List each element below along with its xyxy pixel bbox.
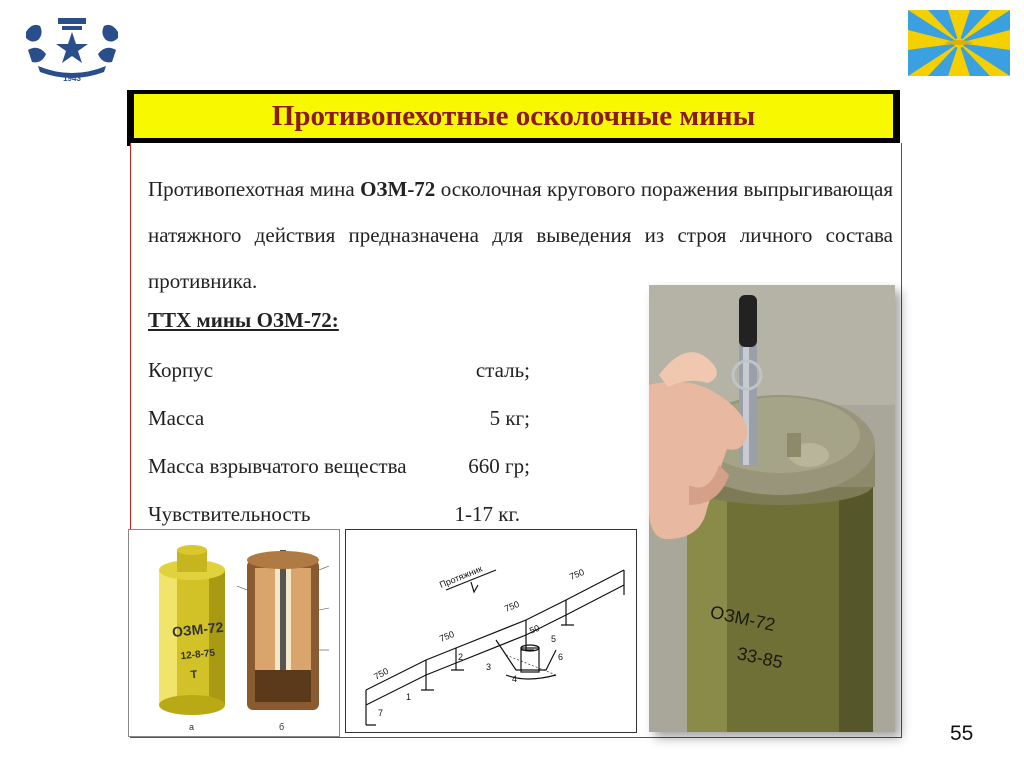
spec-label: Корпус (148, 358, 214, 382)
diagram-tripwire-label: Протяжник (438, 563, 484, 590)
intro-paragraph (148, 166, 893, 304)
spec-value: сталь; (475, 358, 530, 382)
intro-text-1: Противопехотная мина (148, 177, 361, 201)
emblem-year: 1943 (63, 74, 81, 83)
cutaway-marking: ОЗМ-72 (171, 618, 225, 640)
diagram-number: 4 (512, 674, 518, 684)
diagram-distance: 750 (568, 566, 586, 582)
diagram-number: 2 (458, 652, 464, 662)
mine-photo-serial: 33-85 (735, 643, 785, 673)
diagram-distance: 50 (528, 622, 542, 636)
diagram-distance: 750 (372, 665, 391, 682)
spec-value: 1-17 кг. (454, 502, 520, 526)
air-force-flag (908, 10, 1010, 76)
diagram-number: 1 (406, 692, 412, 702)
intro-text-2: осколочная кругового поражения выпрыгивающая натяжного действия предназначена для выведения из строя личного состава противника. (148, 177, 893, 293)
diagram-number: 6 (558, 652, 564, 662)
diagram-number: 7 (378, 708, 384, 718)
spec-label: Чувствительность (148, 502, 311, 526)
installation-diagram (345, 529, 637, 733)
diagram-distance: 750 (438, 628, 456, 644)
mine-photo-model: ОЗМ-72 (708, 601, 778, 636)
diagram-number: 5 (551, 634, 557, 644)
diagram-number: 3 (486, 662, 492, 672)
institution-emblem (18, 10, 126, 84)
spec-value: 5 кг; (489, 406, 530, 430)
specs-heading: ТТХ мины ОЗМ-72: (148, 308, 339, 332)
spec-label: Масса (148, 406, 205, 430)
mine-name: ОЗМ-72 (360, 177, 436, 201)
spec-value: 660 гр; (468, 454, 530, 478)
title-banner (127, 90, 900, 146)
cutaway-letter: Т (190, 668, 199, 682)
mine-photo (649, 285, 895, 732)
page-number: 55 (950, 722, 974, 745)
title-banner-inner (134, 94, 893, 138)
cutaway-caption-b: б (279, 722, 285, 732)
cutaway-caption-a: а (189, 722, 195, 732)
slide-title: Противопехотные осколочные мины (271, 99, 756, 132)
diagram-distance: 750 (503, 598, 521, 614)
cutaway-sub: 12-8-75 (180, 647, 216, 663)
spec-label: Масса взрывчатого вещества (148, 454, 407, 478)
mine-cutaway-image (128, 529, 340, 737)
